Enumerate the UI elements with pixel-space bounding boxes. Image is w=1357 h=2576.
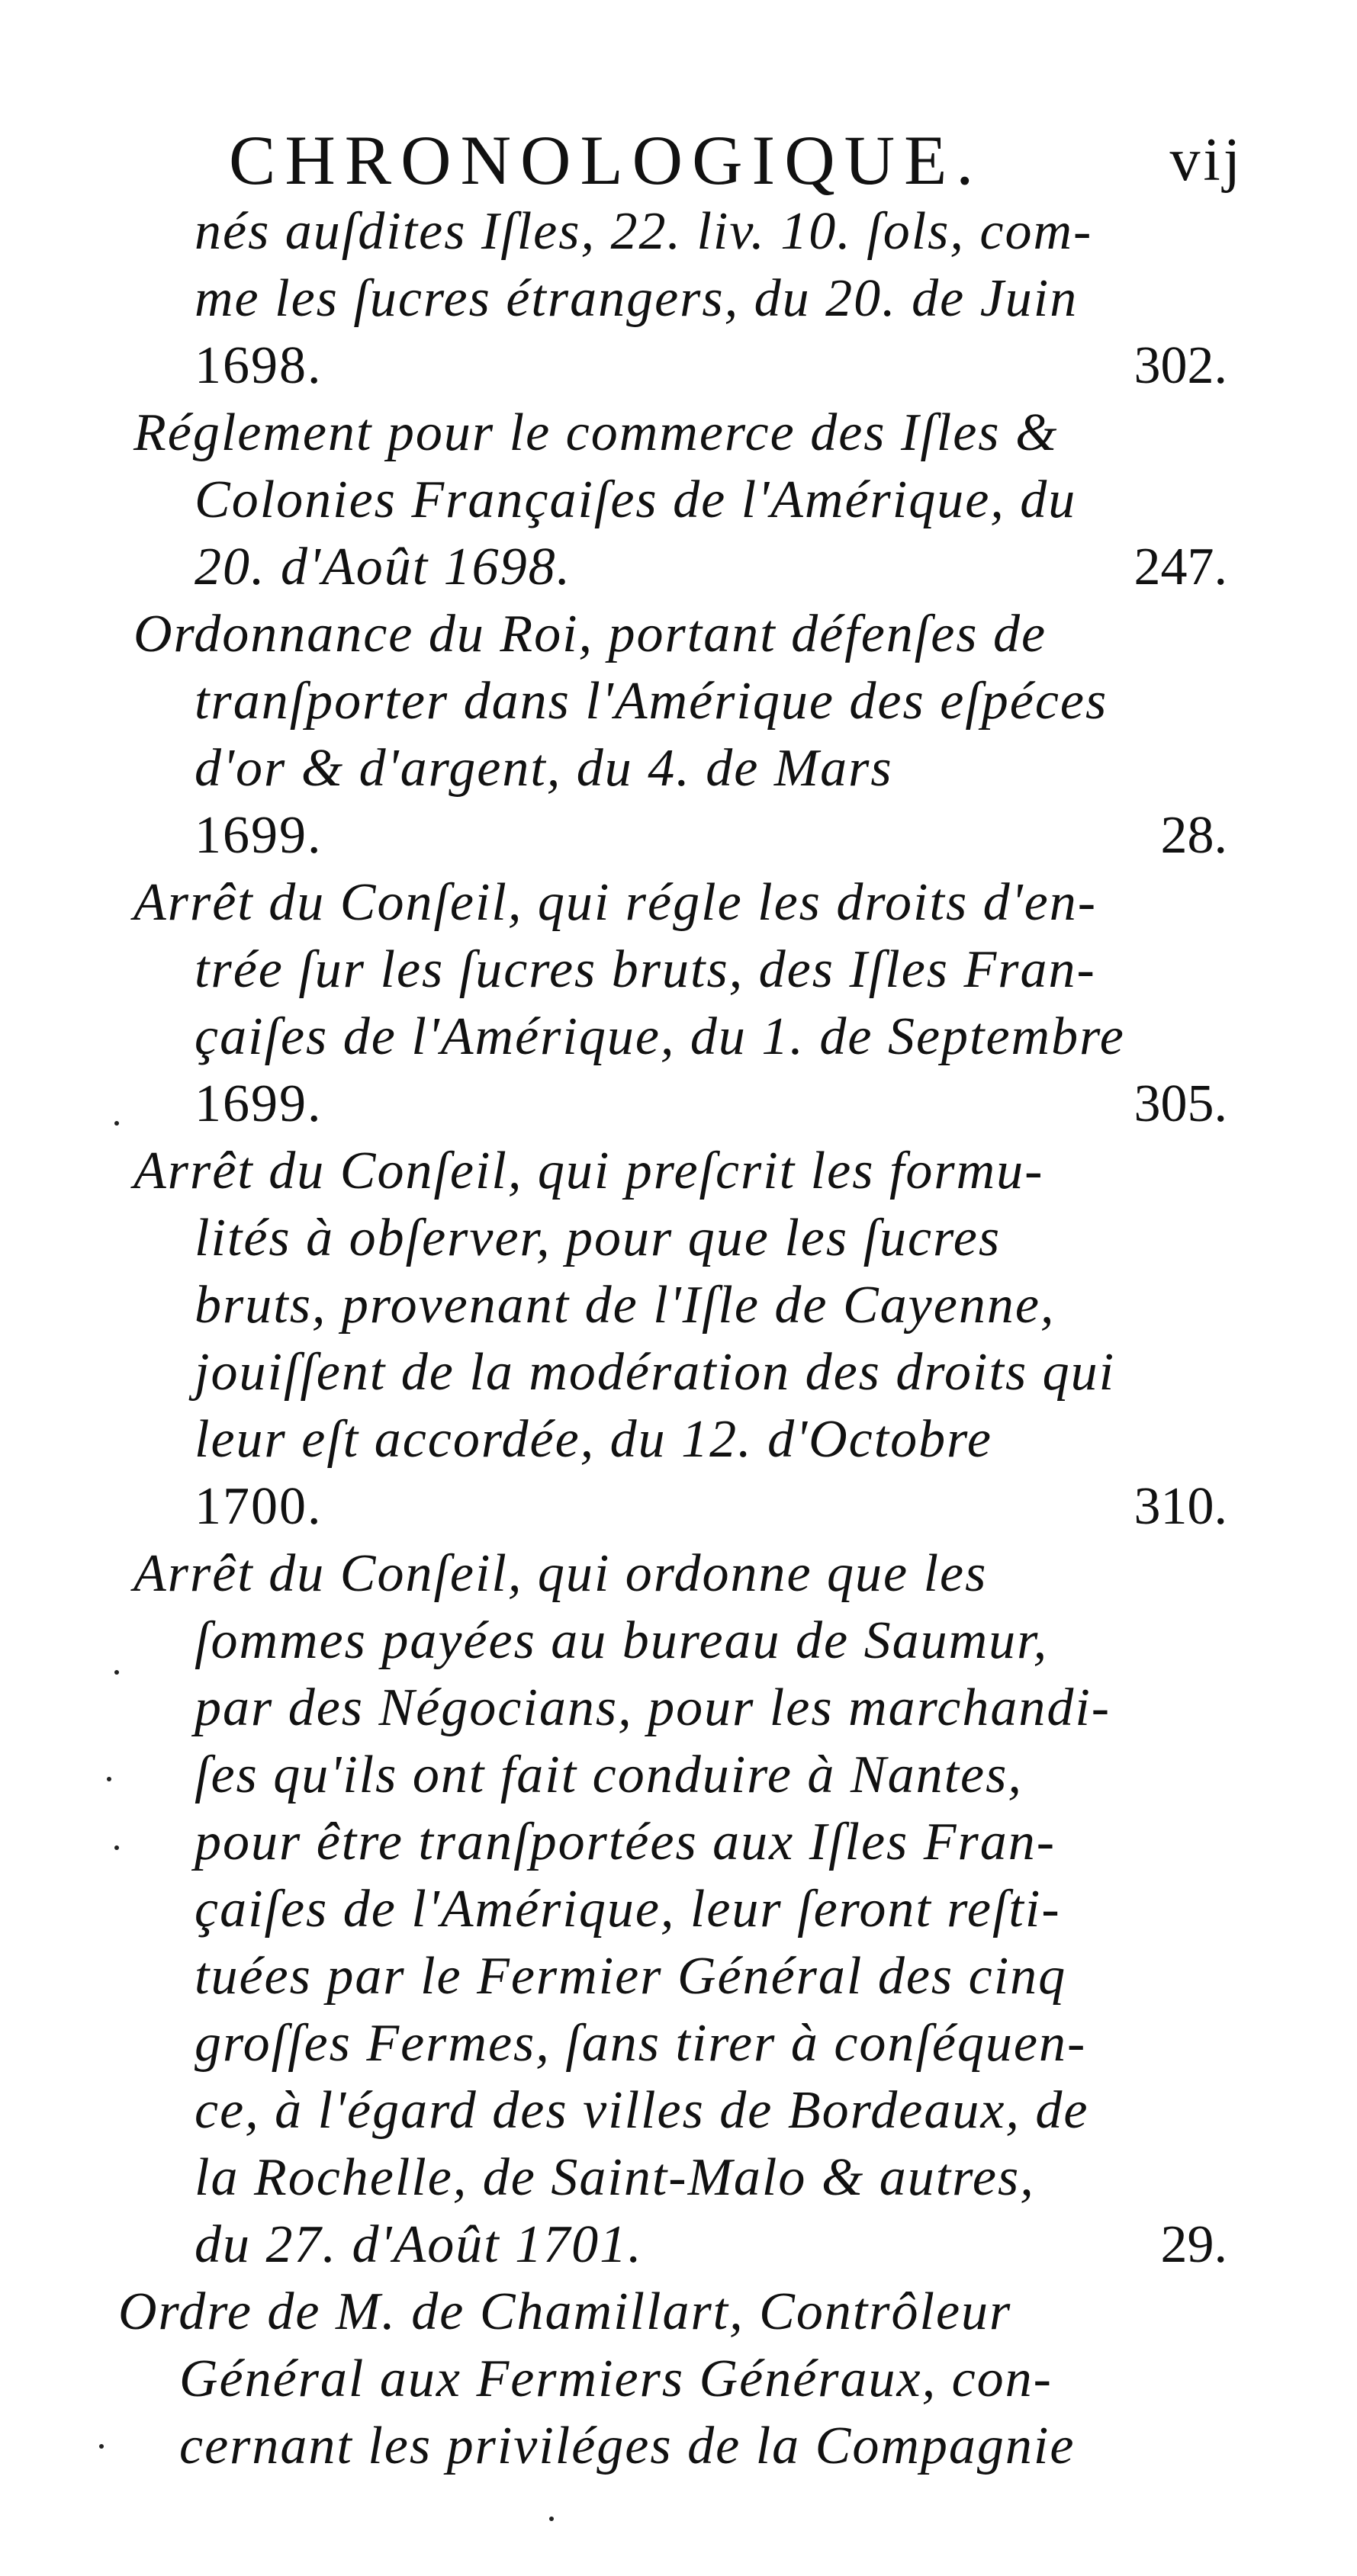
scan-speck xyxy=(107,1777,111,1781)
entry-line: Colonies Françaiſes de l'Amérique, du xyxy=(195,471,1077,529)
entry-line: Ordre de M. de Chamillart, Contrôleur xyxy=(118,2282,1012,2341)
entry-line: tuées par le Fermier Général des cinq xyxy=(195,1947,1067,2006)
scan-speck xyxy=(114,1845,119,1850)
entry-line: 20. d'Août 1698. xyxy=(195,538,572,596)
entry-line: groſſes Fermes, ſans tirer à conſéquen- xyxy=(195,2014,1087,2073)
entry-line: ſommes payées au bureau de Saumur, xyxy=(195,1611,1049,1670)
entry-line: 1700. xyxy=(195,1477,323,1536)
entry-line: pour être tranſportées aux Iſles Fran- xyxy=(195,1813,1056,1871)
entry-line: du 27. d'Août 1701. xyxy=(195,2215,643,2274)
page-number: vij xyxy=(1169,127,1243,194)
entry-line: 1699. xyxy=(195,1074,323,1133)
entry-line: ce, à l'égard des villes de Bordeaux, de xyxy=(195,2081,1089,2140)
entry-line: nés auſdites Iſles, 22. liv. 10. ſols, com- xyxy=(195,202,1093,261)
entry-page-ref: 29. xyxy=(1160,2215,1227,2274)
entry-page-ref: 302. xyxy=(1134,336,1227,395)
entry-line: lités à obſerver, pour que les ſucres xyxy=(195,1209,1002,1267)
entry-line: tranſporter dans l'Amérique des eſpéces xyxy=(195,672,1108,731)
entry-page-ref: 247. xyxy=(1134,538,1227,596)
entry-line: Ordonnance du Roi, portant défenſes de xyxy=(133,605,1047,663)
scan-speck xyxy=(114,1670,119,1675)
entry-line: cernant les priviléges de la Compagnie xyxy=(179,2417,1076,2475)
entry-line: Arrêt du Conſeil, qui ordonne que les xyxy=(133,1544,988,1603)
entry-line: d'or & d'argent, du 4. de Mars xyxy=(195,739,893,798)
entry-line: Général aux Fermiers Généraux, con- xyxy=(179,2350,1053,2408)
entry-line: çaiſes de l'Amérique, du 1. de Septembre xyxy=(195,1007,1125,1066)
entry-line: ſes qu'ils ont fait conduire à Nantes, xyxy=(195,1746,1023,1804)
entry-line: la Rochelle, de Saint-Malo & autres, xyxy=(195,2148,1035,2207)
entry-line: jouiſſent de la modération des droits qui xyxy=(195,1343,1116,1402)
entry-line: 1698. xyxy=(195,336,323,395)
entry-line: Arrêt du Conſeil, qui preſcrit les formu- xyxy=(133,1142,1044,1200)
entry-page-ref: 310. xyxy=(1134,1477,1227,1536)
scan-speck xyxy=(114,1121,119,1126)
entry-page-ref: 305. xyxy=(1134,1074,1227,1133)
entry-line: leur eſt accordée, du 12. d'Octobre xyxy=(195,1410,992,1469)
scan-speck xyxy=(549,2517,554,2521)
entry-line: Réglement pour le commerce des Iſles & xyxy=(133,403,1059,462)
scan-speck xyxy=(99,2444,104,2449)
entry-line: Arrêt du Conſeil, qui régle les droits d'en- xyxy=(133,873,1098,932)
entry-line: par des Négocians, pour les marchandi- xyxy=(195,1678,1111,1737)
entry-line: me les ſucres étrangers, du 20. de Juin xyxy=(195,269,1079,328)
entry-page-ref: 28. xyxy=(1160,806,1227,865)
entry-line: çaiſes de l'Amérique, leur ſeront reſti- xyxy=(195,1880,1061,1938)
entry-line: bruts, provenant de l'Iſle de Cayenne, xyxy=(195,1276,1056,1335)
entry-line: 1699. xyxy=(195,806,323,865)
entry-line: trée ſur les ſucres bruts, des Iſles Fran- xyxy=(195,940,1096,999)
running-head: CHRONOLOGIQUE. xyxy=(229,121,983,199)
